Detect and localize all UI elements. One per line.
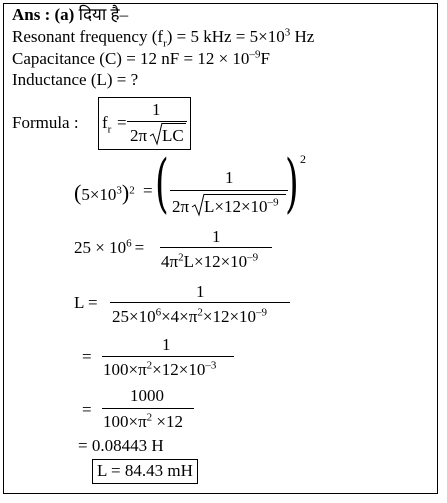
step3-fraction-bar [110, 302, 290, 303]
formula-den-pre: 2π [130, 126, 148, 145]
step1-den-pre: 2π [172, 197, 190, 216]
step3-den-e3: –9 [256, 306, 268, 319]
given-frequency-a: Resonant frequency (f [12, 27, 164, 46]
step3-den-e2: 2 [197, 306, 203, 319]
step5-num: 1000 [130, 386, 164, 405]
formula-num: 1 [152, 100, 161, 119]
result-text: L = 84.43 mH [97, 461, 193, 480]
step4-den-e1: 2 [146, 359, 153, 372]
given-capacitance [12, 49, 270, 69]
step5-fraction-bar [102, 408, 194, 409]
capacitance-text: Capacitance (C) = 12 nF = 12 × 10 [12, 49, 250, 68]
step3-den-b: ×4×π [161, 307, 198, 326]
step1-rhs-square: 2 [300, 152, 306, 166]
step2-den-exp2: –9 [247, 251, 259, 264]
answer-label: Ans : (a) [12, 5, 75, 24]
given-frequency-sub: r [163, 37, 167, 50]
step1-eq: = [143, 181, 153, 200]
step1-radical-bar [204, 194, 286, 195]
step5-den [103, 412, 183, 432]
formula-lhs [102, 113, 112, 136]
answer-hindi: दिया है– [78, 5, 129, 24]
formula-eq: = [117, 113, 127, 132]
capacitance-exp: –9 [249, 48, 261, 61]
step4-den-e2: –3 [205, 359, 217, 372]
capacitance-unit: F [260, 49, 270, 68]
step5-den-e1: 2 [146, 411, 153, 424]
given-frequency-b: ) = 5 kHz = 5×10 [166, 27, 285, 46]
step3-den [112, 307, 267, 327]
step1-den-rad [204, 197, 279, 217]
step4-fraction-bar [102, 356, 234, 357]
step1-lhs-5x10: 5×10 [81, 185, 117, 204]
step1-lhs: $(5\times 10^3)^2$ [74, 180, 135, 205]
step1-den-exp: –9 [267, 196, 279, 209]
step5-den-a: 100×π [103, 412, 147, 431]
step4-eq: = [82, 347, 92, 366]
step4-num: 1 [162, 335, 171, 354]
formula-radical-bar [162, 123, 186, 124]
given-inductance: Inductance (L) = ? [12, 70, 139, 89]
step4-den-a: 100×π [103, 360, 147, 379]
step3-num: 1 [196, 282, 205, 301]
step2-den-b: L×12×10 [183, 252, 248, 271]
step1-right-paren: ) [285, 147, 299, 221]
step3-den-c: ×12×10 [202, 307, 257, 326]
formula-f-sub: r [107, 123, 112, 136]
given-frequency [12, 26, 315, 50]
step1-num: 1 [225, 168, 234, 187]
step2-fraction-bar [160, 247, 272, 248]
step1-lhs-square: 2 [129, 184, 135, 197]
step1-fraction-bar [170, 190, 288, 191]
step1-lhs-exp: 3 [116, 184, 122, 197]
formula-label: Formula : [12, 113, 79, 132]
given-frequency-exp: 3 [284, 26, 291, 39]
step2-lhs [74, 238, 144, 258]
step5-eq: = [82, 400, 92, 419]
step1-left-paren: ( [155, 147, 169, 221]
formula-den-rad: LC [162, 126, 184, 145]
step6-value: = 0.08443 H [78, 436, 164, 455]
step5-den-b: ×12 [152, 412, 184, 431]
step3-lhs: L = [74, 293, 98, 312]
formula-f: f [102, 113, 108, 132]
step2-den [161, 252, 258, 272]
step2-num: 1 [212, 227, 221, 246]
given-frequency-unit: Hz [290, 27, 315, 46]
step3-den-a: 25×10 [112, 307, 156, 326]
step1-radical-icon [191, 193, 205, 217]
step2-den-a: 4π [161, 252, 179, 271]
step2-eq: = [134, 238, 145, 257]
step4-den-b: ×12×10 [152, 360, 206, 379]
step3-den-e1: 6 [155, 306, 162, 319]
step2-den-exp: 2 [178, 251, 184, 264]
answer-heading [12, 5, 128, 25]
step1-den-rad-text: L×12×10 [204, 197, 268, 216]
step4-den [103, 360, 216, 380]
step2-lhs-text: 25 × 10 [74, 238, 127, 257]
formula-radical-icon [149, 122, 163, 146]
step2-lhs-exp: 6 [126, 237, 132, 250]
